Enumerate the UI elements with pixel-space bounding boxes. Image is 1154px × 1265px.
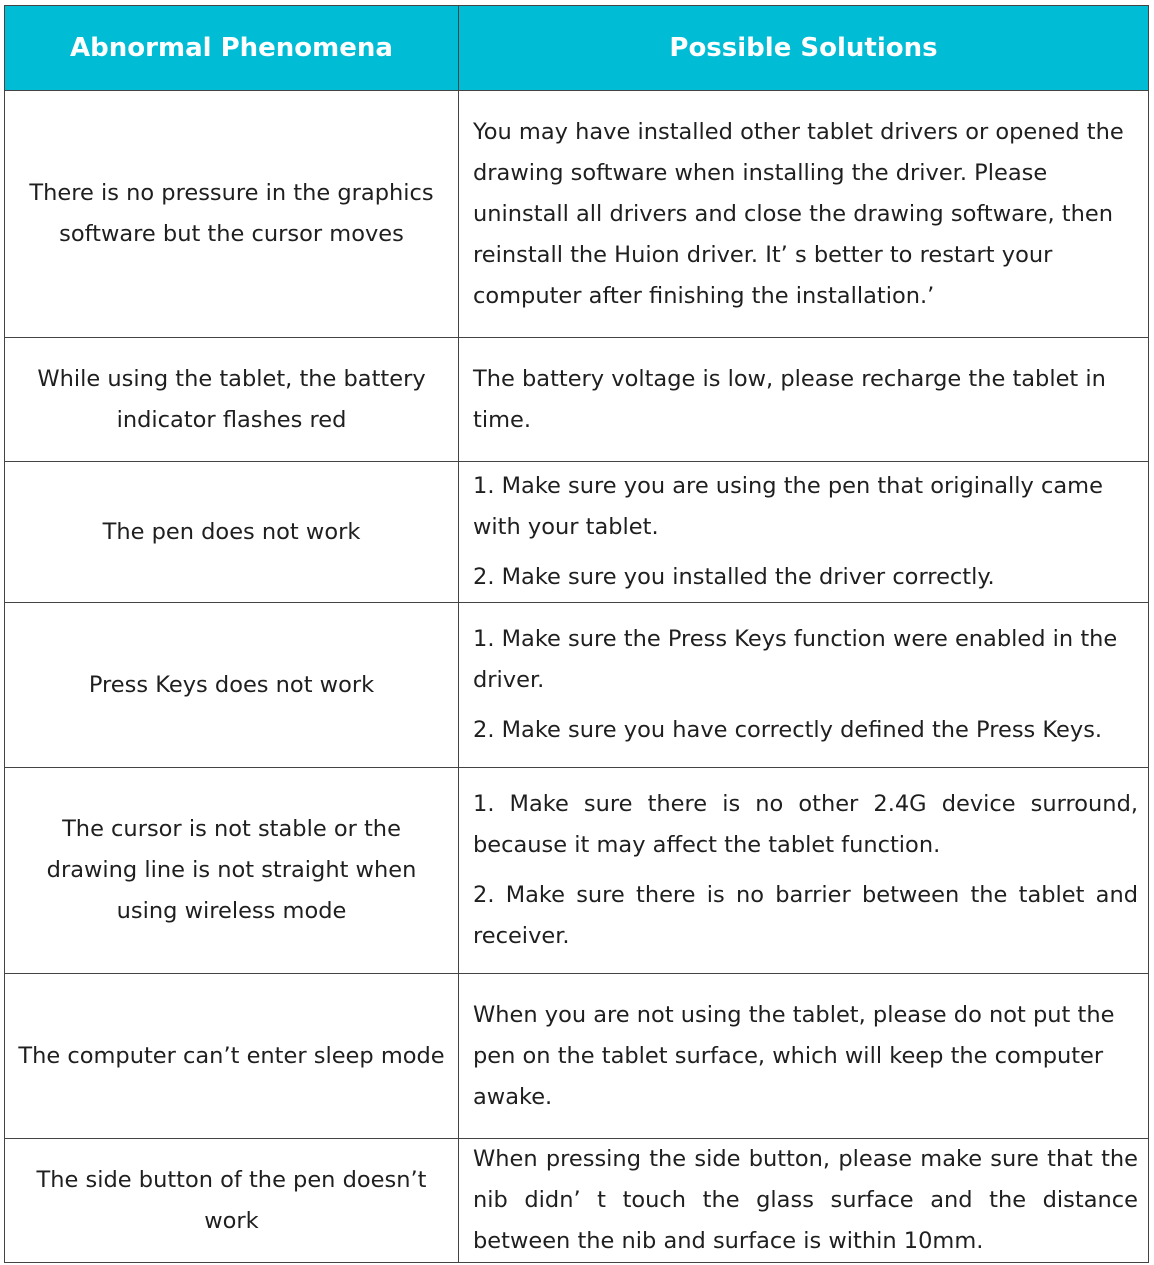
table-row (5, 1139, 1149, 1263)
solution-step: 2. Make sure there is no barrier between the tablet and receiver. (473, 882, 1138, 949)
table-row (5, 974, 1149, 1139)
solution-text: You may have installed other tablet drivers or opened the drawing software when installing the driver. Please uninstall all drivers and close the drawing software, then reinstall the Huion driver. It’ s better to restart your computer after finishing the installation.’ (473, 118, 1124, 309)
solution-step: 2. Make sure you installed the driver correctly. (473, 564, 995, 590)
solution-text: The battery voltage is low, please recharge the tablet in time. (473, 365, 1106, 433)
header-abnormal-phenomena: Abnormal Phenomena (5, 6, 459, 91)
solution-cell (459, 1139, 1149, 1263)
problem-cell: While using the tablet, the battery indicator flashes red (5, 338, 459, 462)
header-possible-solutions: Possible Solutions (459, 6, 1149, 91)
problem-cell: The pen does not work (5, 462, 459, 603)
problem-cell: The side button of the pen doesn’t work (5, 1139, 459, 1263)
table-row (5, 91, 1149, 338)
problem-cell: The computer can’t enter sleep mode (5, 974, 459, 1139)
solution-text: When you are not using the tablet, please do not put the pen on the tablet surface, which will keep the computer awake. (473, 1001, 1115, 1110)
troubleshooting-table (4, 5, 1149, 1263)
table-row (5, 462, 1149, 603)
solution-cell (459, 603, 1149, 768)
solution-cell (459, 768, 1149, 974)
problem-cell: Press Keys does not work (5, 603, 459, 768)
table-row (5, 338, 1149, 462)
solution-cell (459, 974, 1149, 1139)
solution-step: 1. Make sure the Press Keys function were enabled in the driver. (473, 626, 1118, 693)
solution-step: 1. Make sure there is no other 2.4G device surround, because it may affect the tablet function. (473, 791, 1138, 858)
problem-cell: The cursor is not stable or the drawing line is not straight when using wireless mode (5, 768, 459, 974)
solution-cell (459, 462, 1149, 603)
solution-step: 1. Make sure you are using the pen that originally came with your tablet. (473, 473, 1103, 540)
table-row (5, 603, 1149, 768)
solution-step: 2. Make sure you have correctly defined the Press Keys. (473, 717, 1103, 743)
table-row (5, 768, 1149, 974)
solution-cell (459, 338, 1149, 462)
table-header-row (5, 6, 1149, 91)
problem-cell: There is no pressure in the graphics software but the cursor moves (5, 91, 459, 338)
solution-cell (459, 91, 1149, 338)
solution-text: When pressing the side button, please make sure that the nib didn’ t touch the glass surface and the distance between the nib and surface is within 10mm. (473, 1146, 1138, 1254)
